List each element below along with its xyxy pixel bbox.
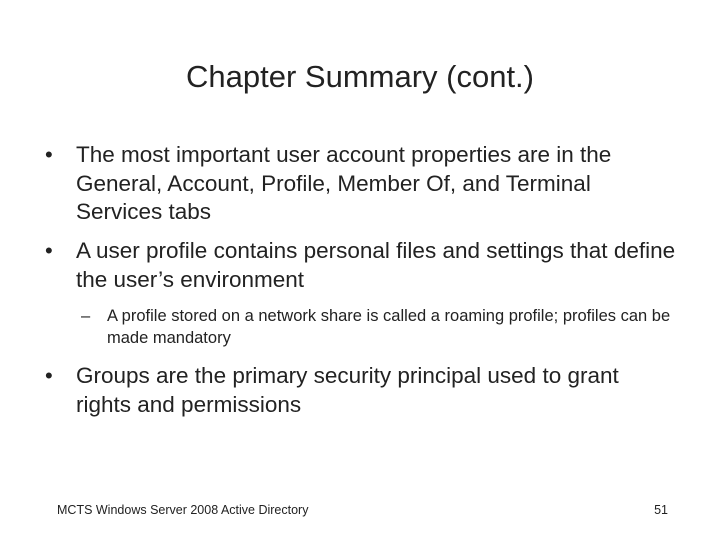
bullet-text: Groups are the primary security principal used to grant rights and permissions [76, 363, 619, 417]
bullet-item [45, 362, 676, 419]
sub-bullet-text: A profile stored on a network share is called a roaming profile; profiles can be made mandatory [107, 307, 671, 347]
bullet-marker: • [45, 142, 53, 167]
bullet-text: A user profile contains personal files and settings that define the user’s environment [76, 238, 676, 292]
bullet-marker: • [45, 363, 53, 388]
footer-page-number: 51 [654, 503, 668, 517]
bullet-marker: • [45, 238, 53, 263]
bullet-text: The most important user account properties are in the General, Account, Profile, Member Of, and Terminal Services tabs [76, 142, 612, 224]
slide-title: Chapter Summary (cont.) [186, 59, 534, 94]
bullet-item [45, 237, 676, 294]
sub-bullet-item [81, 305, 687, 349]
footer-course-title: MCTS Windows Server 2008 Active Directory [57, 503, 309, 517]
bullet-item [45, 141, 676, 227]
sub-bullet-marker: – [81, 307, 91, 325]
